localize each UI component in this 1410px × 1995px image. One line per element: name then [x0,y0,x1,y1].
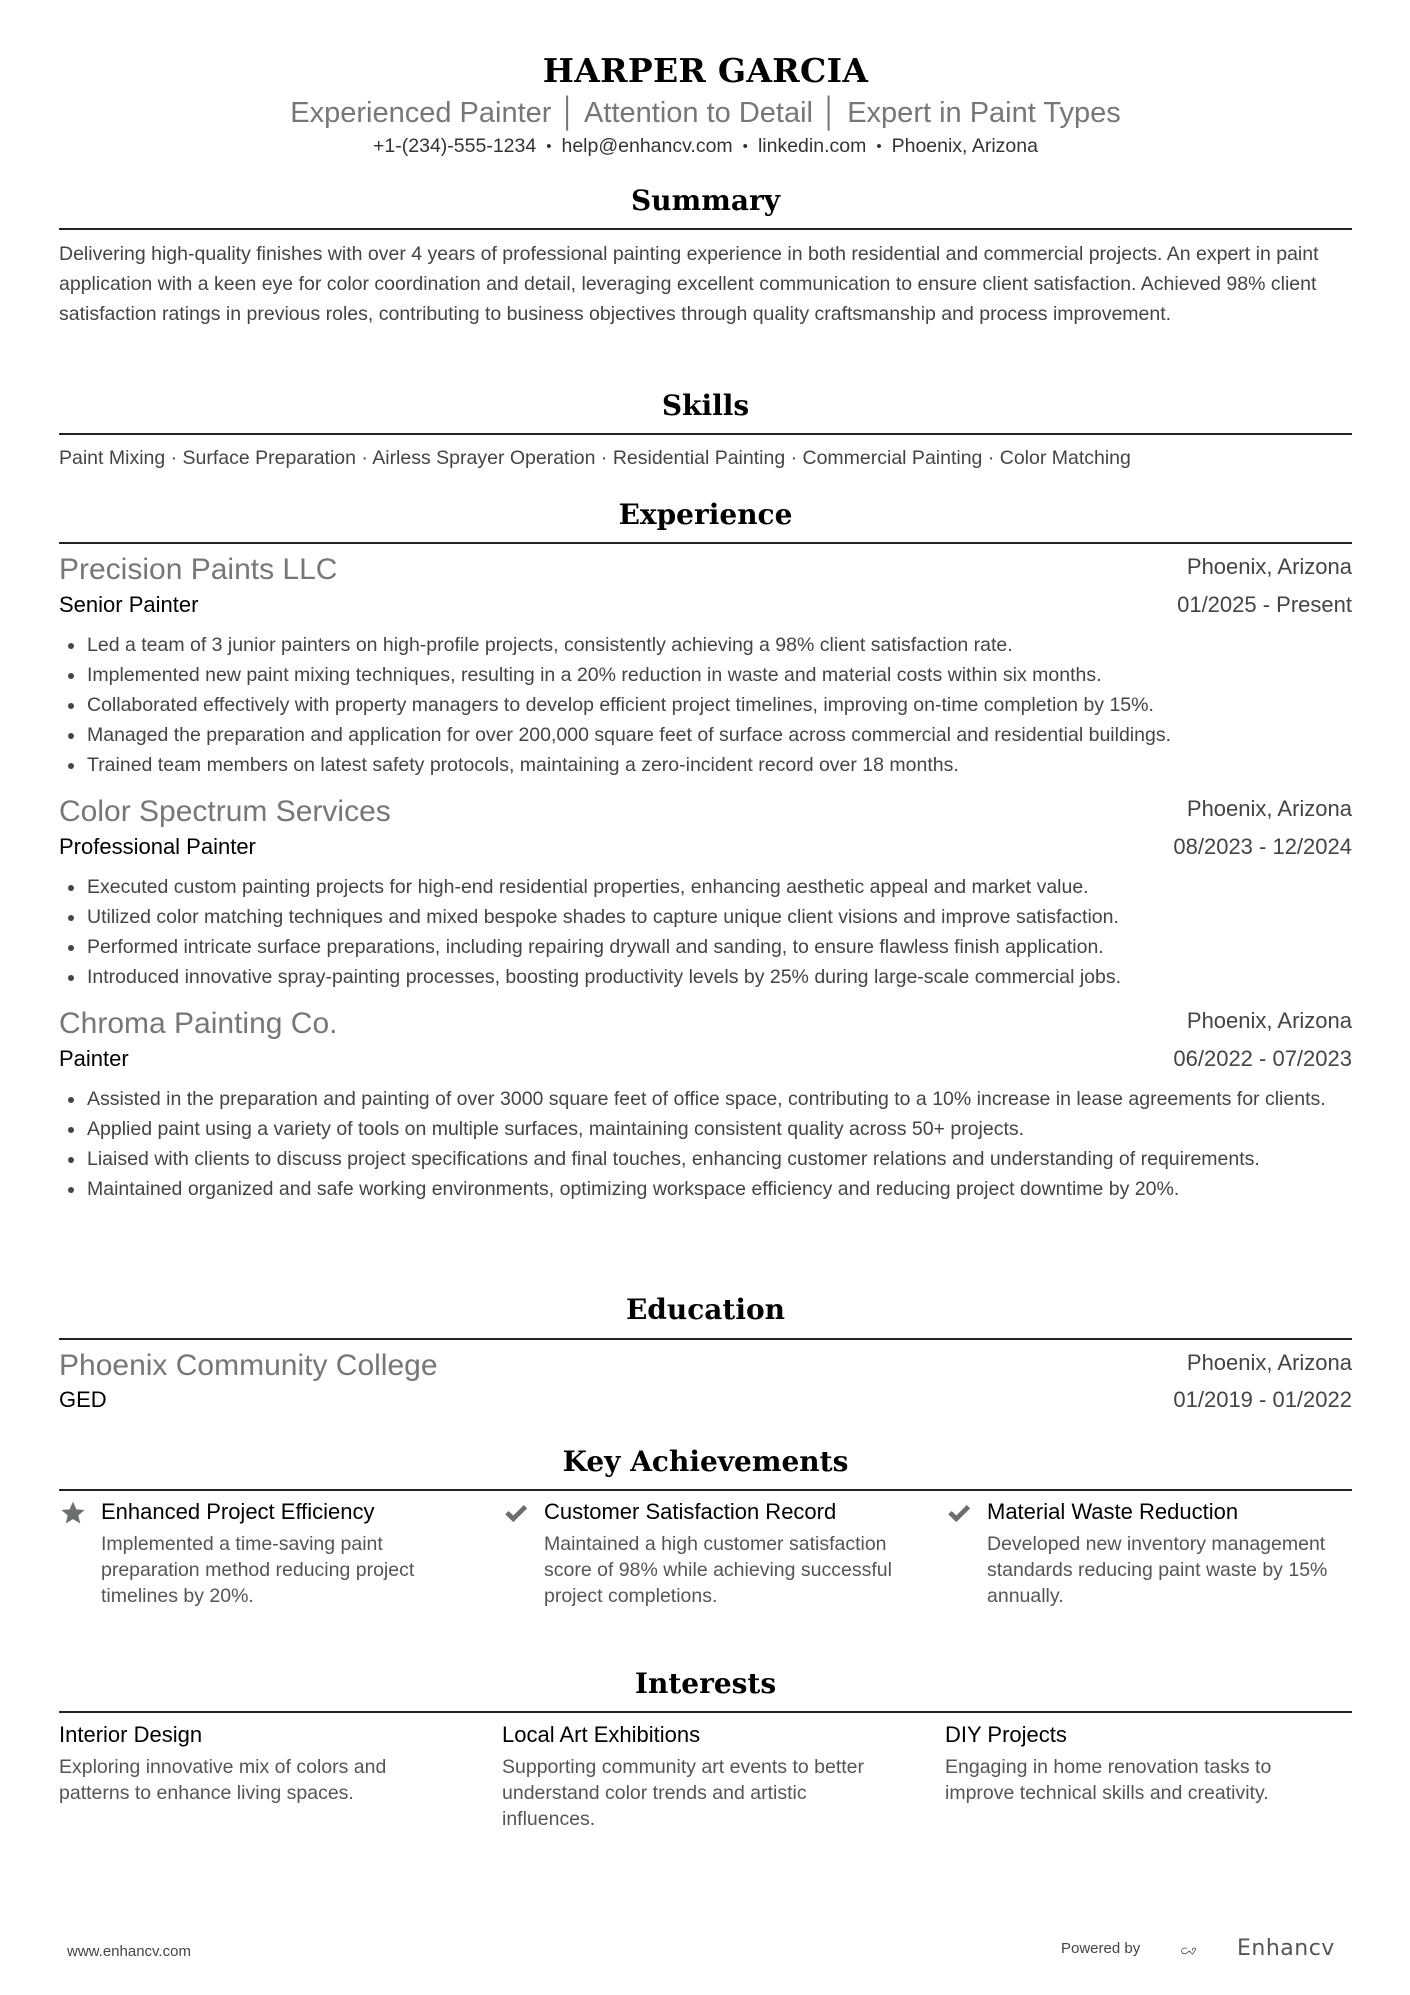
section-divider [59,542,1352,544]
bullet-item [59,630,1352,660]
interest-text: Exploring innovative mix of colors and patterns to enhance living spaces. [59,1756,387,1804]
section-divider [59,1489,1352,1491]
bullet-list [59,872,1352,992]
job-location: Phoenix, Arizona [1186,554,1352,579]
section-divider [59,1338,1352,1340]
interest-title: DIY Projects [945,1722,1067,1747]
check-icon [945,1500,973,1526]
contact-email[interactable]: help@enhancv.com [561,135,733,157]
bullet-dot-icon [68,673,74,679]
bullet-item [59,932,1352,962]
bullet-text: Performed intricate surface preparations, including repairing drywall and sanding, to ensure flawless finish application. [87,936,1104,958]
bullet-dot-icon [68,885,74,891]
separator-dot: • [876,138,882,155]
bullet-item [59,1114,1352,1144]
job-location: Phoenix, Arizona [1186,796,1352,821]
summary-text: Delivering high-quality finishes with over 4 years of professional painting experience in both residential and commercial projects. An expert in paint application with a keen eye for color coordination and detail, leveraging excellent communication to ensure client satisfaction. Achieved 98% client satisfaction ratings in previous roles, contributing to business objectives through quality craftsmanship and process improvement. [59,243,1319,325]
bullet-item [59,720,1352,750]
school-name: Phoenix Community College [59,1349,438,1382]
section-title-education: Education [625,1293,786,1326]
footer-website-link[interactable]: www.enhancv.com [67,1943,191,1960]
enhancv-brand-name[interactable]: Enhancv [1237,1936,1335,1961]
bullet-text: Collaborated effectively with property managers to develop efficient project timelines, improving on-time completion by 15%. [87,694,1154,716]
bullet-dot-icon [68,1127,74,1133]
bullet-item [59,1174,1352,1204]
bullet-dot-icon [68,1157,74,1163]
bullet-dot-icon [68,945,74,951]
section-title-interests: Interests [634,1667,777,1700]
bullet-item [59,690,1352,720]
job-role: Senior Painter [59,592,199,617]
achievement-text: Implemented a time-saving paint preparation method reducing project timelines by 20%. [101,1533,415,1607]
separator-dot: • [742,138,748,155]
star-icon [59,1500,87,1526]
bullet-item [59,660,1352,690]
section-title-key-achievements: Key Achievements [562,1445,849,1478]
powered-by-label: Powered by [1061,1940,1141,1957]
bullet-item [59,962,1352,992]
degree: GED [59,1387,107,1412]
interest-title: Interior Design [59,1722,203,1747]
achievement-text: Developed new inventory management standards reducing paint waste by 15% annually. [987,1533,1328,1607]
skills-list: Paint Mixing · Surface Preparation · Airless Sprayer Operation · Residential Painting · Commercial Painting · Color Matching [59,447,1131,469]
bullet-item [59,902,1352,932]
bullet-dot-icon [68,1187,74,1193]
bullet-text: Implemented new paint mixing techniques, resulting in a 20% reduction in waste and material costs within six months. [87,664,1102,686]
bullet-text: Liaised with clients to discuss project specifications and final touches, enhancing customer relations and understanding of requirements. [87,1148,1260,1170]
job-role: Painter [59,1046,129,1071]
bullet-text: Managed the preparation and application for over 200,000 square feet of surface across commercial and residential buildings. [87,724,1171,746]
bullet-list [59,630,1352,780]
bullet-text: Utilized color matching techniques and mixed bespoke shades to capture unique client visions and improve satisfaction. [87,906,1119,928]
job-dates: 06/2022 - 07/2023 [1173,1046,1352,1071]
bullet-text: Assisted in the preparation and painting of over 3000 square feet of office space, contributing to a 10% increase in lease agreements for clients. [87,1088,1326,1110]
achievement-text: Maintained a high customer satisfaction score of 98% while achieving successful project completions. [544,1533,892,1607]
bullet-text: Trained team members on latest safety protocols, maintaining a zero-incident record over 18 months. [87,754,959,776]
bullet-item [59,872,1352,902]
bullet-item [59,1144,1352,1174]
interest-title: Local Art Exhibitions [502,1722,701,1747]
bullet-text: Applied paint using a variety of tools on multiple surfaces, maintaining consistent quality across 50+ projects. [87,1118,1025,1140]
contact-location: Phoenix, Arizona [891,135,1038,157]
bullet-dot-icon [68,703,74,709]
section-title-summary: Summary [631,184,780,217]
section-title-skills: Skills [661,389,750,422]
interest-text: Engaging in home renovation tasks to improve technical skills and creativity. [945,1756,1272,1804]
bullet-text: Executed custom painting projects for high-end residential properties, enhancing aesthetic appeal and market value. [87,876,1089,898]
contact-line [59,133,1352,160]
bullet-dot-icon [68,763,74,769]
bullet-dot-icon [68,975,74,981]
bullet-text: Led a team of 3 junior painters on high-profile projects, consistently achieving a 98% client satisfaction rate. [87,634,1013,656]
candidate-name: HARPER GARCIA [542,51,869,90]
job-dates: 08/2023 - 12/2024 [1173,834,1352,859]
bullet-dot-icon [68,733,74,739]
enhancv-logo-icon[interactable] [1180,1937,1236,1965]
company-name: Precision Paints LLC [59,553,338,586]
check-icon [502,1500,530,1526]
interest-text: Supporting community art events to better understand color trends and artistic influences. [502,1756,865,1830]
bullet-dot-icon [68,643,74,649]
headline: Experienced Painter │ Attention to Detail │ Expert in Paint Types [290,97,1121,129]
bullet-item [59,750,1352,780]
section-divider [59,228,1352,230]
education-dates: 01/2019 - 01/2022 [1173,1387,1352,1412]
job-location: Phoenix, Arizona [1186,1008,1352,1033]
company-name: Color Spectrum Services [59,795,391,828]
bullet-list [59,1084,1352,1204]
bullet-text: Maintained organized and safe working environments, optimizing workspace efficiency and reducing project downtime by 20%. [87,1178,1180,1200]
bullet-dot-icon [68,1097,74,1103]
bullet-dot-icon [68,915,74,921]
school-location: Phoenix, Arizona [1186,1350,1352,1375]
achievement-title: Customer Satisfaction Record [544,1499,837,1524]
achievement-title: Enhanced Project Efficiency [101,1499,375,1524]
job-role: Professional Painter [59,834,256,859]
section-divider [59,1711,1352,1713]
contact-linkedin[interactable]: linkedin.com [757,135,867,157]
separator-dot: • [546,138,552,155]
section-divider [59,433,1352,435]
achievement-title: Material Waste Reduction [987,1499,1239,1524]
job-dates: 01/2025 - Present [1177,592,1352,617]
contact-phone: +1-(234)-555-1234 [373,135,537,157]
bullet-text: Introduced innovative spray-painting processes, boosting productivity levels by 25% during large-scale commercial jobs. [87,966,1122,988]
section-title-experience: Experience [618,498,793,531]
company-name: Chroma Painting Co. [59,1007,338,1040]
bullet-item [59,1084,1352,1114]
